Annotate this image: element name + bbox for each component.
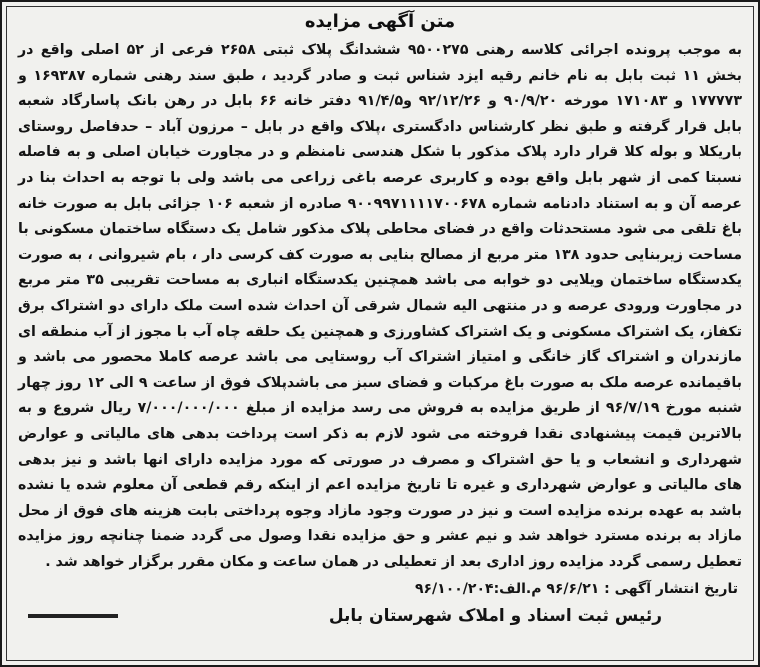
publish-date-line: تاریخ انتشار آگهی : ۹۶/۶/۲۱ م.الف:۹۶/۱۰۰/۲۰۴ xyxy=(414,581,738,598)
signature-row xyxy=(18,603,742,629)
signature: رئیس ثبت اسناد و املاک شهرستان بابل xyxy=(328,606,662,627)
notice-content xyxy=(18,10,742,659)
closing-rule xyxy=(28,614,118,618)
notice-body: به موجب پرونده اجرائی کلاسه رهنی ۹۵۰۰۲۷۵ ششدانگ پلاک ثبتی ۲۶۵۸ فرعی از ۵۲ اصلی واقع در بخش ۱۱ ثبت بابل به نام خانم رقیه ایزد شناس ثبت و صادر گردید ، طبق سند رهنی شماره ۱۶۹۳۸۷ و ۱۷۷۷۷۳ و ۱۷۱۰۸۳ مورخه ۹۰/۹/۲۰ و ۹۲/۱۲/۲۶ و۹۱/۴/۵ دفتر خانه ۶۶ بابل در رهن بانک پاسارگاد شعبه بابل قرار گرفته و طبق نظر کارشناس دادگستری ،پلاک واقع در بابل – مرزون آباد – حدفاصل روستای باریکلا و بوله کلا قرار دارد پلاک مذکور با شکل هندسی نامنظم و در مجاورت خیابان اصلی و به فاصله نسبتا کمی از شهر بابل واقع بوده و کاربری عرصه باغی زراعی می باشد ولی با توجه به احداث بنا در عرصه آن و به استناد دادنامه شماره ۹۰۰۹۹۷۱۱۱۱۷۰۰۶۷۸ صادره از شعبه ۱۰۶ جزائی بابل به صورت خانه باغ تلقی می شود مستحدثات واقع در فضای محاطی پلاک مذکور شامل یک دستگاه ساختمان مسکونی با مساحت زیربنایی حدود ۱۳۸ متر مربع از مصالح بنایی به صورت کف کرسی دار ، بام شیروانی ، به صورت یکدستگاه ساختمان ویلایی دو خوابه می باشد همچنین یکدستگاه انباری به مساحت تقریبی ۳۵ متر مربع در مجاورت ورودی عرصه و در منتهی الیه شمال شرقی آن احداث شده است ملک دارای دو اشتراک برق تکفاز، یک اشتراک مسکونی و یک اشتراک کشاورزی و همچنین یک حلقه چاه آب با مجوز از آب منطقه ای مازندران و اشتراک گاز خانگی و امتیاز اشتراک آب روستایی می باشد عرصه کاملا محصور می باشد و باقیمانده عرصه ملک به صورت باغ مرکبات و فضای سبز می باشدپلاک فوق از ساعت ۹ الی ۱۲ روز چهار شنبه مورخ ۹۶/۷/۱۹ از طریق مزایده به فروش می رسد مزایده از مبلغ ۷/۰۰۰/۰۰۰/۰۰۰ ریال شروع و به بالاترین قیمت پیشنهادی نقدا فروخته می شود لازم به ذکر است پرداخت بدهی های مالیاتی و عوارض شهرداری و انشعاب و یا حق اشتراک و مصرف در صورتی که مورد مزایده دارای انها باشد و نیز بدهی های مالیاتی و عوارض شهرداری و غیره تا تاریخ مزایده اعم از اینکه رقم قطعی آن معلوم شده یا نشده باشد به عهده برنده مزایده است و نیز در صورت وجود مازاد وجوه پرداختی بابت هزینه های فوق از محل مازاد به برنده مسترد خواهد شد و نیم عشر و حق مزایده نقدا وصول می گردد ضمنا چنانچه روز مزایده تعطیل رسمی گردد مزایده روز اداری بعد از تعطیلی در همان ساعت و مکان مقرر برگزار خواهد شد . xyxy=(18,42,743,570)
notice-title: متن آگهی مزایده xyxy=(304,11,456,32)
